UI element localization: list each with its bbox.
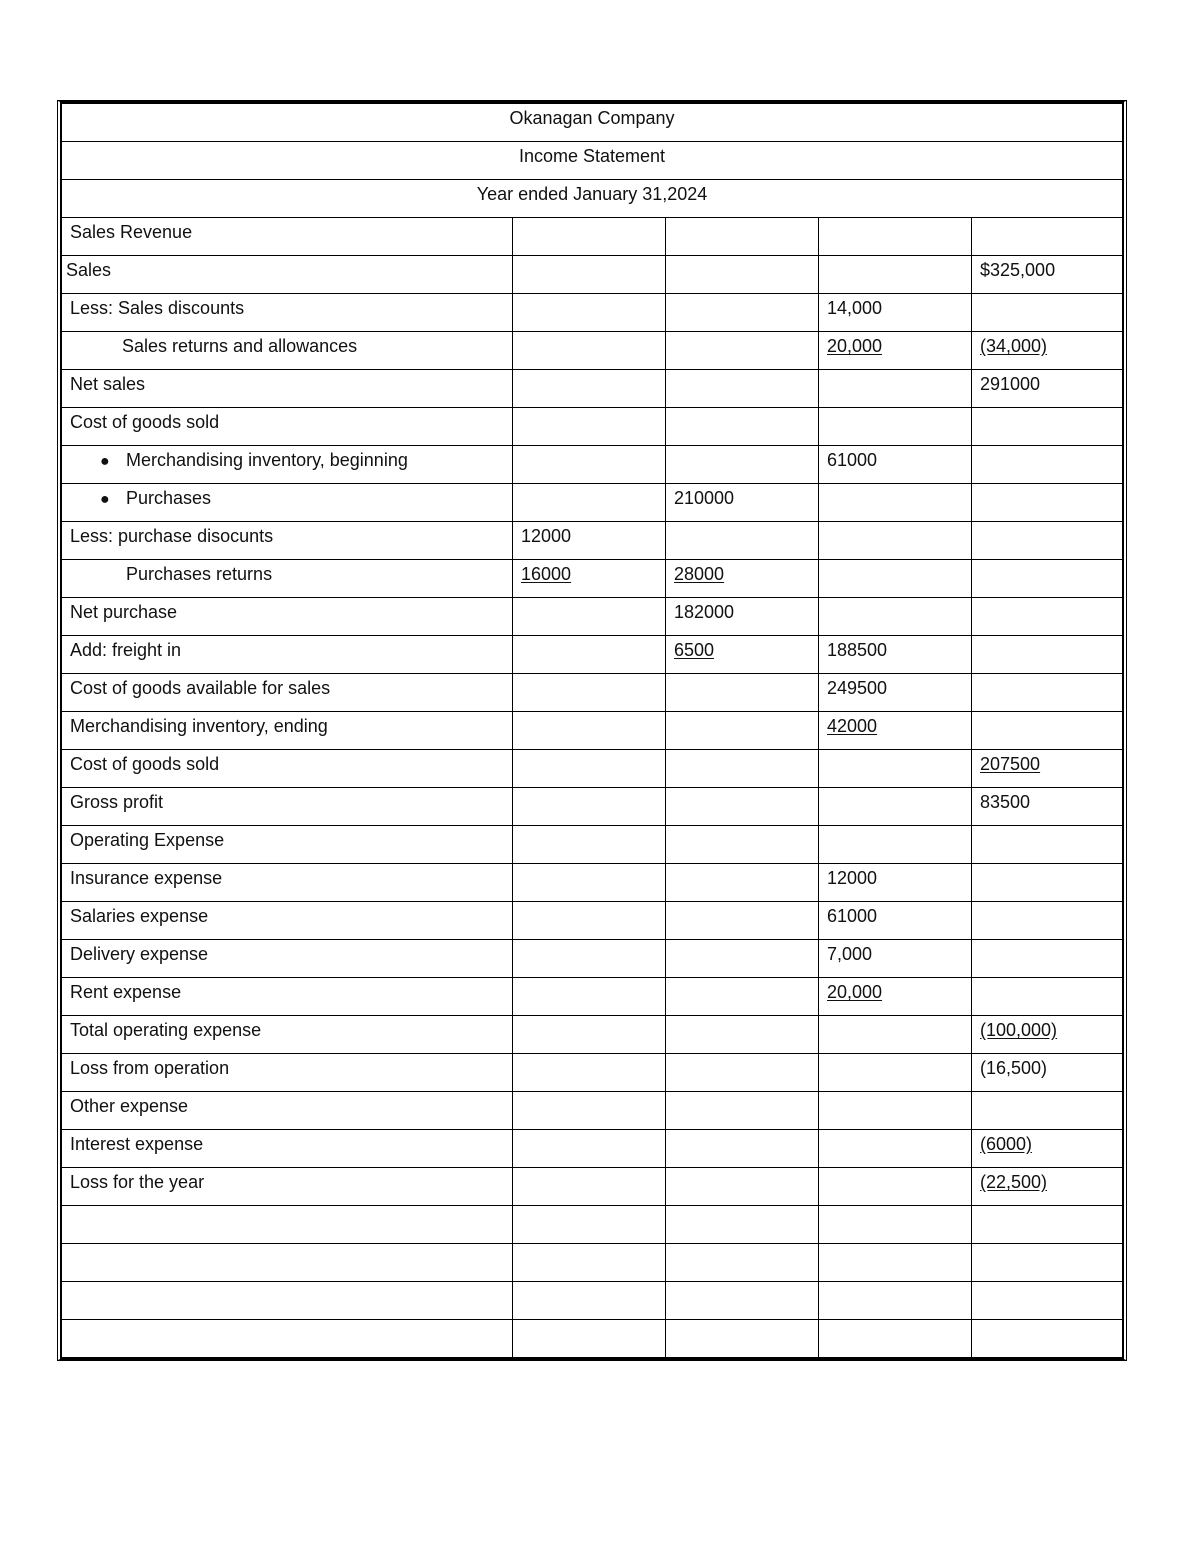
amount-cell <box>819 332 972 370</box>
amount-cell <box>513 446 666 484</box>
amount-cell <box>819 636 972 674</box>
amount-cell <box>513 864 666 902</box>
line-item-label: Net purchase <box>62 598 513 636</box>
income-statement-sheet <box>57 100 1127 1361</box>
amount-cell <box>513 1206 666 1244</box>
statement-period: Year ended January 31,2024 <box>62 180 1123 218</box>
line-item-label: Rent expense <box>62 978 513 1016</box>
amount-value: 42000 <box>827 716 878 736</box>
line-item-label: Total operating expense <box>62 1016 513 1054</box>
line-item-label: Add: freight in <box>62 636 513 674</box>
amount-cell <box>666 940 819 978</box>
line-item-label <box>62 484 513 522</box>
amount-value: 16000 <box>521 564 572 584</box>
amount-value: 61000 <box>827 906 878 926</box>
amount-cell <box>972 408 1123 446</box>
amount-cell <box>972 826 1123 864</box>
table-row <box>62 446 1123 484</box>
amount-cell <box>819 218 972 256</box>
amount-cell <box>972 1016 1123 1054</box>
line-item-label: Loss from operation <box>62 1054 513 1092</box>
amount-value: (34,000) <box>980 336 1048 356</box>
line-item-label <box>62 1244 513 1282</box>
amount-cell <box>819 788 972 826</box>
line-item-label: Delivery expense <box>62 940 513 978</box>
amount-cell <box>972 1130 1123 1168</box>
table-row <box>62 560 1123 598</box>
table-row <box>62 788 1123 826</box>
amount-cell <box>513 1320 666 1358</box>
amount-cell <box>513 370 666 408</box>
amount-cell <box>666 788 819 826</box>
header-row-statement <box>62 142 1123 180</box>
line-item-label <box>62 1282 513 1320</box>
amount-cell <box>972 1092 1123 1130</box>
amount-cell <box>666 902 819 940</box>
table-row <box>62 598 1123 636</box>
amount-cell <box>513 1130 666 1168</box>
amount-cell <box>972 1320 1123 1358</box>
amount-cell <box>513 332 666 370</box>
amount-cell <box>972 332 1123 370</box>
table-row <box>62 940 1123 978</box>
line-item-label: Cost of goods sold <box>62 408 513 446</box>
table-row <box>62 1282 1123 1320</box>
amount-value: 12000 <box>827 868 878 888</box>
line-item-text: Merchandising inventory, beginning <box>126 450 408 470</box>
amount-value: 249500 <box>827 678 888 698</box>
line-item-label: Sales <box>62 256 513 294</box>
amount-cell <box>819 1282 972 1320</box>
amount-cell <box>513 1244 666 1282</box>
amount-cell <box>513 902 666 940</box>
amount-value: 28000 <box>674 564 725 584</box>
line-item-label: Cost of goods sold <box>62 750 513 788</box>
amount-cell <box>513 712 666 750</box>
amount-cell <box>972 1244 1123 1282</box>
amount-cell <box>819 256 972 294</box>
amount-cell <box>513 1054 666 1092</box>
amount-cell <box>666 560 819 598</box>
amount-cell <box>819 1244 972 1282</box>
amount-value: 12000 <box>521 526 572 546</box>
amount-cell <box>972 218 1123 256</box>
amount-cell <box>972 256 1123 294</box>
amount-cell <box>513 294 666 332</box>
line-item-label <box>62 1206 513 1244</box>
amount-cell <box>819 712 972 750</box>
amount-value: 188500 <box>827 640 888 660</box>
amount-cell <box>666 446 819 484</box>
amount-cell <box>666 484 819 522</box>
table-row <box>62 256 1123 294</box>
amount-cell <box>666 674 819 712</box>
amount-cell <box>513 674 666 712</box>
amount-value: $325,000 <box>980 260 1056 280</box>
amount-cell <box>819 1130 972 1168</box>
amount-cell <box>819 446 972 484</box>
amount-value: 210000 <box>674 488 735 508</box>
amount-value: 61000 <box>827 450 878 470</box>
amount-cell <box>972 788 1123 826</box>
table-row <box>62 1168 1123 1206</box>
amount-cell <box>666 370 819 408</box>
table-row <box>62 826 1123 864</box>
amount-cell <box>513 484 666 522</box>
amount-cell <box>666 1244 819 1282</box>
amount-cell <box>666 1282 819 1320</box>
amount-cell <box>972 750 1123 788</box>
line-item-label: Less: Sales discounts <box>62 294 513 332</box>
amount-cell <box>513 1168 666 1206</box>
amount-cell <box>972 294 1123 332</box>
amount-cell <box>513 1092 666 1130</box>
line-item-label: Purchases returns <box>62 560 513 598</box>
amount-cell <box>972 1282 1123 1320</box>
amount-cell <box>972 902 1123 940</box>
line-item-label: Net sales <box>62 370 513 408</box>
amount-cell <box>819 940 972 978</box>
amount-cell <box>972 522 1123 560</box>
amount-cell <box>666 750 819 788</box>
amount-cell <box>972 864 1123 902</box>
table-row <box>62 408 1123 446</box>
header-row-company <box>62 104 1123 142</box>
statement-body <box>62 104 1123 1358</box>
bullet-icon: ● <box>100 453 110 470</box>
line-item-label <box>62 1320 513 1358</box>
amount-cell <box>513 1016 666 1054</box>
amount-cell <box>819 1206 972 1244</box>
amount-cell <box>819 522 972 560</box>
amount-value: (6000) <box>980 1134 1033 1154</box>
amount-cell <box>666 1206 819 1244</box>
amount-cell <box>819 1016 972 1054</box>
table-row <box>62 864 1123 902</box>
company-name: Okanagan Company <box>62 104 1123 142</box>
amount-cell <box>513 598 666 636</box>
amount-value: 6500 <box>674 640 715 660</box>
amount-cell <box>972 674 1123 712</box>
amount-cell <box>819 826 972 864</box>
line-item-label <box>62 446 513 484</box>
amount-cell <box>513 1282 666 1320</box>
amount-cell <box>666 1016 819 1054</box>
table-row <box>62 712 1123 750</box>
amount-cell <box>513 788 666 826</box>
table-row <box>62 636 1123 674</box>
amount-cell <box>819 750 972 788</box>
bullet-icon: ● <box>100 491 110 508</box>
table-row <box>62 750 1123 788</box>
line-item-text: Purchases <box>126 488 212 508</box>
amount-cell <box>819 408 972 446</box>
line-item-label: Interest expense <box>62 1130 513 1168</box>
line-item-label: Gross profit <box>62 788 513 826</box>
amount-cell <box>819 294 972 332</box>
amount-cell <box>972 978 1123 1016</box>
amount-cell <box>666 978 819 1016</box>
line-item-label: Cost of goods available for sales <box>62 674 513 712</box>
amount-cell <box>513 522 666 560</box>
amount-cell <box>666 332 819 370</box>
amount-cell <box>972 446 1123 484</box>
amount-cell <box>819 370 972 408</box>
table-row <box>62 1206 1123 1244</box>
line-item-label: Less: purchase disocunts <box>62 522 513 560</box>
amount-value: (16,500) <box>980 1058 1048 1078</box>
amount-cell <box>819 484 972 522</box>
amount-cell <box>972 484 1123 522</box>
amount-cell <box>666 294 819 332</box>
amount-cell <box>972 712 1123 750</box>
amount-value: 20,000 <box>827 336 883 356</box>
amount-value: 83500 <box>980 792 1031 812</box>
table-row <box>62 1320 1123 1358</box>
amount-cell <box>819 560 972 598</box>
amount-cell <box>513 750 666 788</box>
amount-cell <box>819 864 972 902</box>
amount-cell <box>819 1320 972 1358</box>
income-statement-table <box>61 103 1123 1358</box>
bullet-item <box>70 485 504 513</box>
bullet-item <box>70 447 504 475</box>
amount-value: (100,000) <box>980 1020 1058 1040</box>
amount-cell <box>972 1168 1123 1206</box>
table-row <box>62 1244 1123 1282</box>
amount-cell <box>513 256 666 294</box>
amount-cell <box>819 1092 972 1130</box>
table-row <box>62 332 1123 370</box>
amount-cell <box>819 902 972 940</box>
amount-cell <box>513 826 666 864</box>
amount-cell <box>819 674 972 712</box>
amount-cell <box>666 256 819 294</box>
amount-cell <box>666 826 819 864</box>
table-row <box>62 674 1123 712</box>
table-row <box>62 522 1123 560</box>
amount-value: 291000 <box>980 374 1041 394</box>
amount-cell <box>972 940 1123 978</box>
amount-value: 7,000 <box>827 944 873 964</box>
amount-cell <box>666 864 819 902</box>
amount-cell <box>819 598 972 636</box>
amount-cell <box>972 1206 1123 1244</box>
amount-cell <box>972 560 1123 598</box>
amount-cell <box>513 978 666 1016</box>
header-row-period <box>62 180 1123 218</box>
amount-cell <box>666 1320 819 1358</box>
amount-cell <box>666 218 819 256</box>
amount-value: 14,000 <box>827 298 883 318</box>
amount-cell <box>972 598 1123 636</box>
amount-cell <box>666 1130 819 1168</box>
amount-cell <box>972 1054 1123 1092</box>
line-item-label: Sales Revenue <box>62 218 513 256</box>
amount-cell <box>666 1168 819 1206</box>
table-row <box>62 978 1123 1016</box>
amount-cell <box>513 408 666 446</box>
table-row <box>62 1054 1123 1092</box>
amount-value: 20,000 <box>827 982 883 1002</box>
amount-cell <box>666 1054 819 1092</box>
table-row <box>62 484 1123 522</box>
line-item-label: Merchandising inventory, ending <box>62 712 513 750</box>
amount-cell <box>666 598 819 636</box>
amount-cell <box>819 1054 972 1092</box>
amount-cell <box>513 636 666 674</box>
amount-cell <box>513 560 666 598</box>
amount-cell <box>819 1168 972 1206</box>
table-row <box>62 294 1123 332</box>
line-item-label: Loss for the year <box>62 1168 513 1206</box>
table-row <box>62 218 1123 256</box>
amount-cell <box>666 408 819 446</box>
statement-title: Income Statement <box>62 142 1123 180</box>
amount-cell <box>513 940 666 978</box>
line-item-label: Salaries expense <box>62 902 513 940</box>
table-row <box>62 1130 1123 1168</box>
amount-cell <box>513 218 666 256</box>
amount-cell <box>972 636 1123 674</box>
line-item-label: Sales returns and allowances <box>62 332 513 370</box>
table-row <box>62 1016 1123 1054</box>
amount-value: 182000 <box>674 602 735 622</box>
line-item-label: Operating Expense <box>62 826 513 864</box>
line-item-label: Other expense <box>62 1092 513 1130</box>
amount-value: (22,500) <box>980 1172 1048 1192</box>
amount-cell <box>972 370 1123 408</box>
amount-cell <box>819 978 972 1016</box>
amount-cell <box>666 522 819 560</box>
amount-value: 207500 <box>980 754 1041 774</box>
line-item-label: Insurance expense <box>62 864 513 902</box>
amount-cell <box>666 1092 819 1130</box>
amount-cell <box>666 712 819 750</box>
table-row <box>62 1092 1123 1130</box>
table-row <box>62 370 1123 408</box>
table-row <box>62 902 1123 940</box>
amount-cell <box>666 636 819 674</box>
